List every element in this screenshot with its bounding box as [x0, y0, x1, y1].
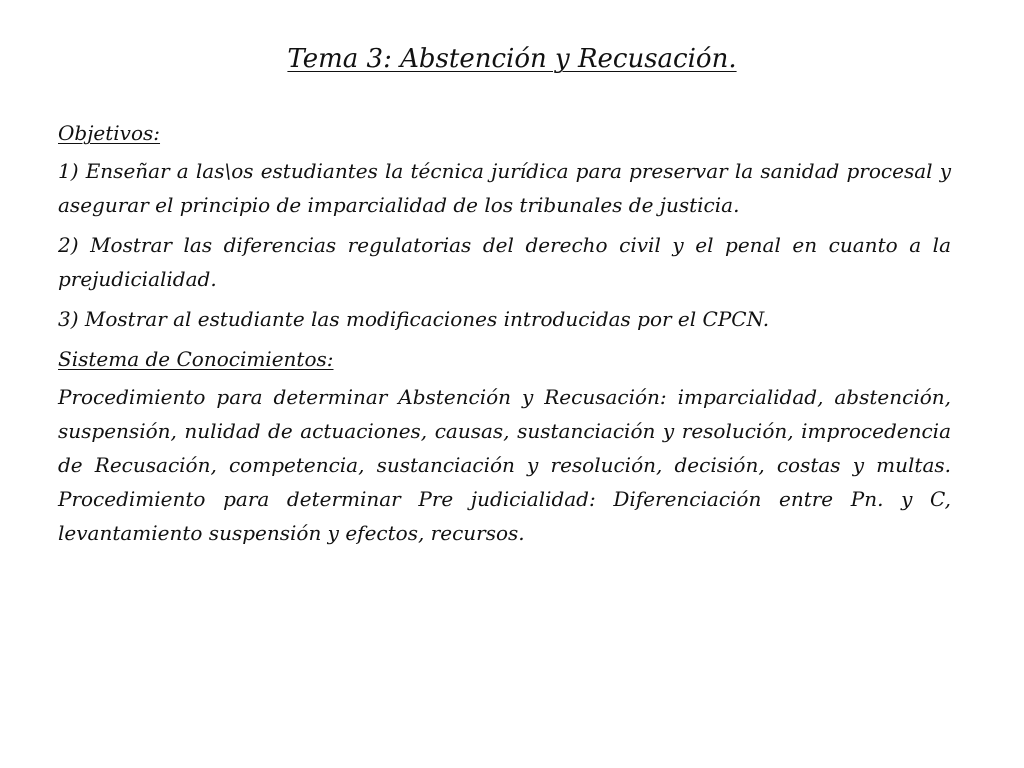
slide-title: Tema 3: Abstención y Recusación.: [287, 44, 737, 74]
objectives-heading: Objetivos:: [58, 121, 161, 145]
knowledge-heading: Sistema de Conocimientos:: [58, 347, 334, 371]
slide-content: [58, 116, 951, 556]
knowledge-text: Procedimiento para determinar Abstención y Recusación: imparcialidad, abstención, suspensión, nulidad de actuaciones, causas, sustanciación y resolución, improcedencia de Recusación, competencia, sustanciación y resolución, decisión, costas y multas. Procedimiento para determinar Pre judicialidad: Diferenciación entre Pn. y C, levantamiento suspensión y efectos, recursos.: [58, 385, 951, 545]
objective-item-1: 1) Enseñar a las\os estudiantes la técnica jurídica para preservar la sanidad procesal y asegurar el principio de imparcialidad de los tribunales de justicia.: [58, 159, 951, 217]
objective-item-3: 3) Mostrar al estudiante las modificaciones introducidas por el CPCN.: [58, 307, 770, 331]
objective-item-2: 2) Mostrar las diferencias regulatorias del derecho civil y el penal en cuanto a la prejudicialidad.: [58, 233, 951, 291]
